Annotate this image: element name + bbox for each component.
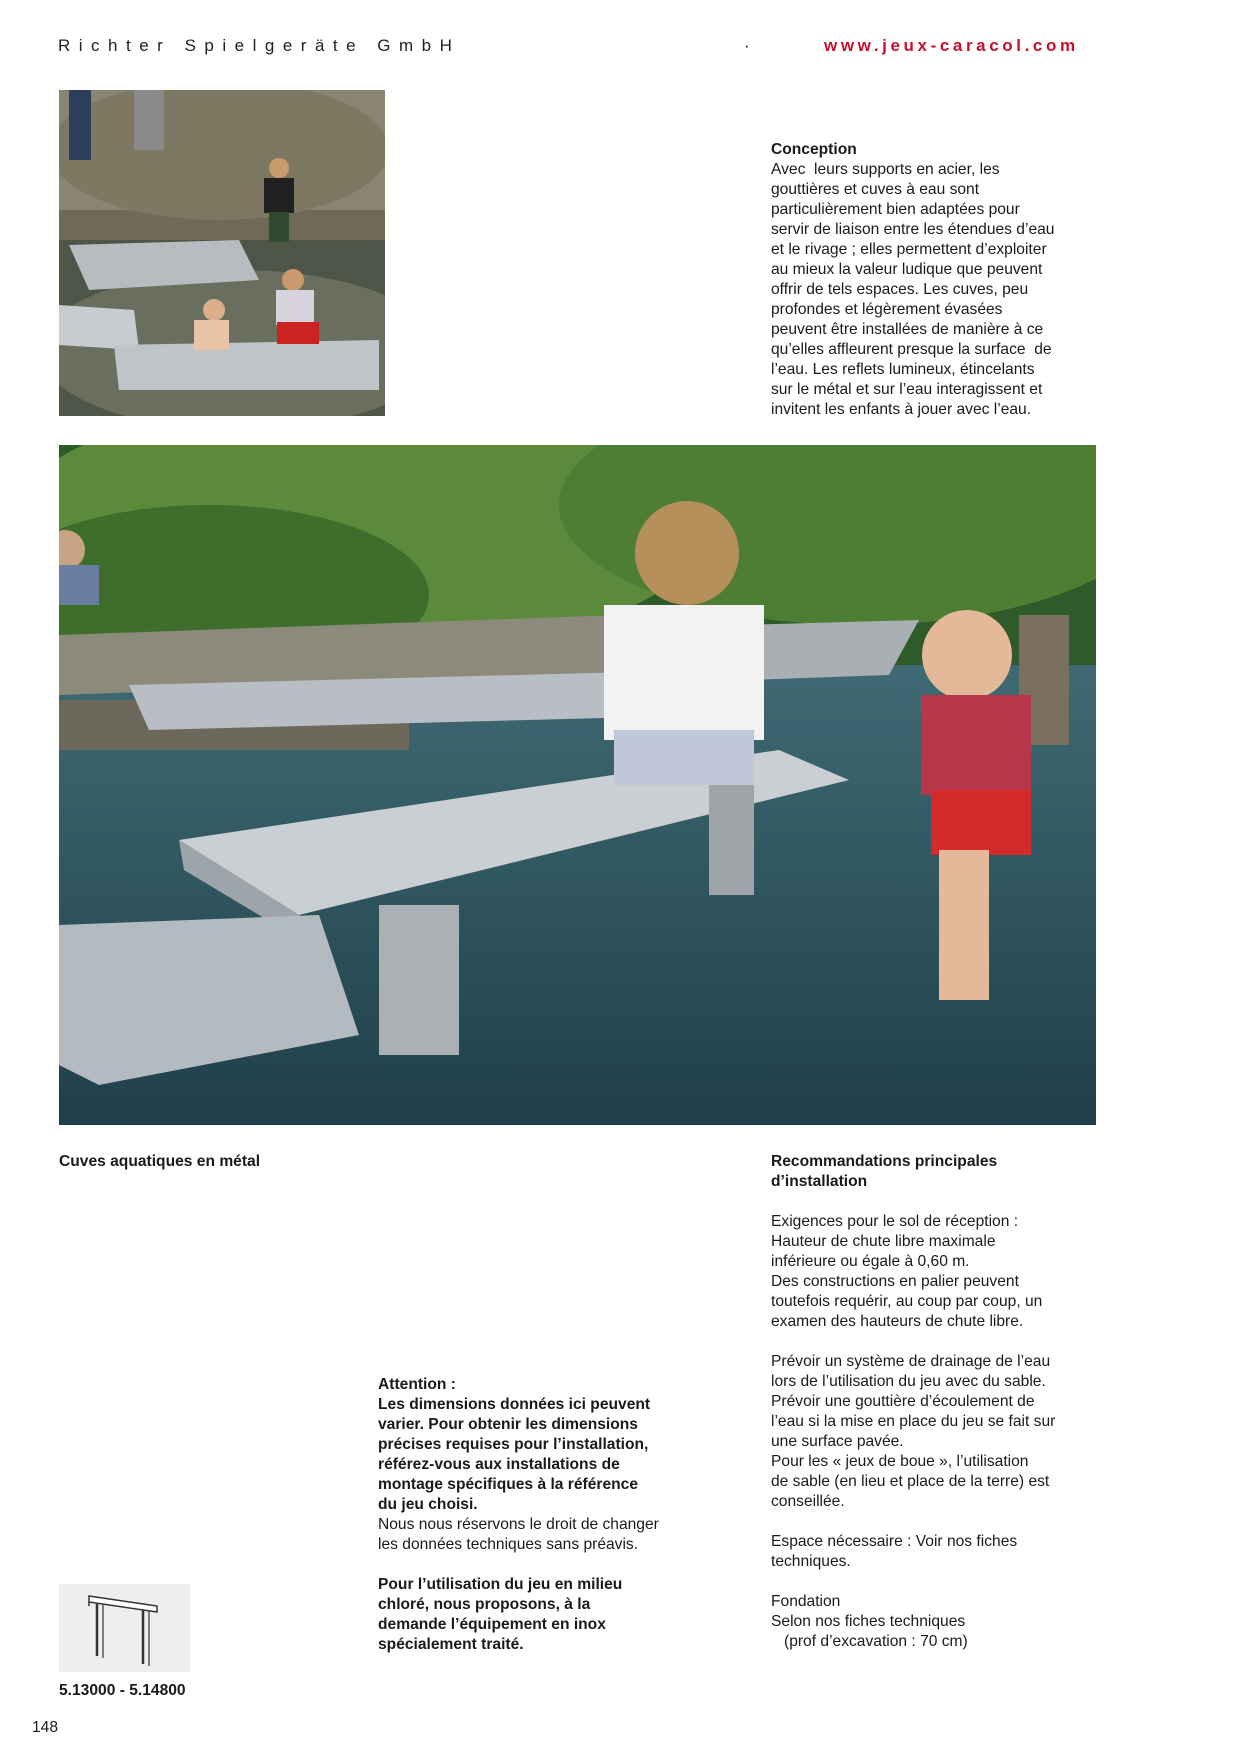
conception-text-line: peuvent être installées de manière à ce <box>771 321 1044 338</box>
ground-text-line: examen des hauteurs de chute libre. <box>771 1313 1024 1330</box>
page-number: 148 <box>32 1719 59 1736</box>
ground-text-line: Hauteur de chute libre maximale <box>771 1233 996 1250</box>
company-name: Richter Spielgeräte GmbH <box>58 36 461 55</box>
conception-text-line: invitent les enfants à jouer avec l’eau. <box>771 401 1032 418</box>
attention-text-line: montage spécifiques à la référence <box>378 1476 638 1493</box>
attention-text-line: Attention : <box>378 1376 456 1393</box>
conception-text-line: Avec leurs supports en acier, les <box>771 161 1000 178</box>
ground-requirements <box>771 1212 1111 1332</box>
conception-section <box>771 140 1101 420</box>
attention-text-line: précises requises pour l’installation, <box>378 1436 649 1453</box>
foundation-text-line: Selon nos fiches techniques <box>771 1613 966 1630</box>
conception-text-line: l’eau. Les reflets lumineux, étincelants <box>771 361 1035 378</box>
disclaimer-text-line: Nous nous réservons le droit de changer <box>378 1516 659 1533</box>
conception-text-line: servir de liaison entre les étendues d’eau <box>771 221 1055 238</box>
drainage-text-line: de sable (en lieu et place de la terre) est <box>771 1473 1050 1490</box>
trough-product-icon <box>59 1584 190 1672</box>
chlorine-text-line: Pour l’utilisation du jeu en milieu <box>378 1576 623 1593</box>
conception-text-line: profondes et légèrement évasées <box>771 301 1003 318</box>
website-link[interactable]: www.jeux-caracol.com <box>824 36 1079 55</box>
drainage-text-line: conseillée. <box>771 1493 845 1510</box>
attention-section <box>378 1375 708 1655</box>
conception-text-line: et le rivage ; elles permettent d’exploiter <box>771 241 1047 258</box>
conception-heading: Conception <box>771 141 857 158</box>
recommendations-section <box>771 1152 1111 1652</box>
conception-text-line: au mieux la valeur ludique que peuvent <box>771 261 1043 278</box>
drainage-text-line: Prévoir un système de drainage de l’eau <box>771 1353 1051 1370</box>
foundation-text-line: Fondation <box>771 1593 841 1610</box>
recommendations-heading-line: d’installation <box>771 1173 868 1190</box>
attention-text-line: Les dimensions données ici peuvent <box>378 1396 651 1413</box>
attention-warning <box>378 1375 708 1515</box>
drainage-text-line: lors de l’utilisation du jeu avec du sable. <box>771 1373 1046 1390</box>
drainage-text-line: Pour les « jeux de boue », l’utilisation <box>771 1453 1029 1470</box>
space-text-line: techniques. <box>771 1553 851 1570</box>
recommendations-heading <box>771 1152 1111 1192</box>
drainage-text-line: Prévoir une gouttière d’écoulement de <box>771 1393 1035 1410</box>
conception-text-line: sur le métal et sur l’eau interagissent et <box>771 381 1043 398</box>
ground-text-line: Des constructions en palier peuvent <box>771 1273 1019 1290</box>
technical-data-disclaimer <box>378 1515 708 1555</box>
conception-text-line: qu’elles affleurent presque la surface de <box>771 341 1052 358</box>
conception-text-line: particulièrement bien adaptées pour <box>771 201 1020 218</box>
ground-text-line: Exigences pour le sol de réception : <box>771 1213 1019 1230</box>
attention-text-line: du jeu choisi. <box>378 1496 478 1513</box>
foundation-requirements <box>771 1592 1111 1652</box>
drainage-text-line: une surface pavée. <box>771 1433 904 1450</box>
ground-text-line: toutefois requérir, au coup par coup, un <box>771 1293 1043 1310</box>
foundation-text-line: (prof d’excavation : 70 cm) <box>771 1633 968 1650</box>
disclaimer-text-line: les données techniques sans préavis. <box>378 1536 639 1553</box>
product-title: Cuves aquatiques en métal <box>59 1153 261 1170</box>
conception-text-line: gouttières et cuves à eau sont <box>771 181 980 198</box>
recommendations-heading-line: Recommandations principales <box>771 1153 998 1170</box>
product-reference-number: 5.13000 - 5.14800 <box>59 1682 186 1699</box>
ground-text-line: inférieure ou égale à 0,60 m. <box>771 1253 970 1270</box>
large-photo-children-playing-metal-trough <box>59 445 1096 1125</box>
small-photo-children-water-troughs <box>59 90 385 416</box>
header-separator: · <box>744 36 759 55</box>
space-text-line: Espace nécessaire : Voir nos fiches <box>771 1533 1018 1550</box>
attention-text-line: référez-vous aux installations de <box>378 1456 620 1473</box>
chlorine-equipment-note <box>378 1575 708 1655</box>
space-requirements <box>771 1532 1111 1572</box>
chlorine-text-line: spécialement traité. <box>378 1636 524 1653</box>
chlorine-text-line: chloré, nous proposons, à la <box>378 1596 591 1613</box>
attention-text-line: varier. Pour obtenir les dimensions <box>378 1416 638 1433</box>
chlorine-text-line: demande l’équipement en inox <box>378 1616 606 1633</box>
conception-text-line: offrir de tels espaces. Les cuves, peu <box>771 281 1029 298</box>
drainage-text-line: l’eau si la mise en place du jeu se fait sur <box>771 1413 1056 1430</box>
drainage-requirements <box>771 1352 1111 1512</box>
